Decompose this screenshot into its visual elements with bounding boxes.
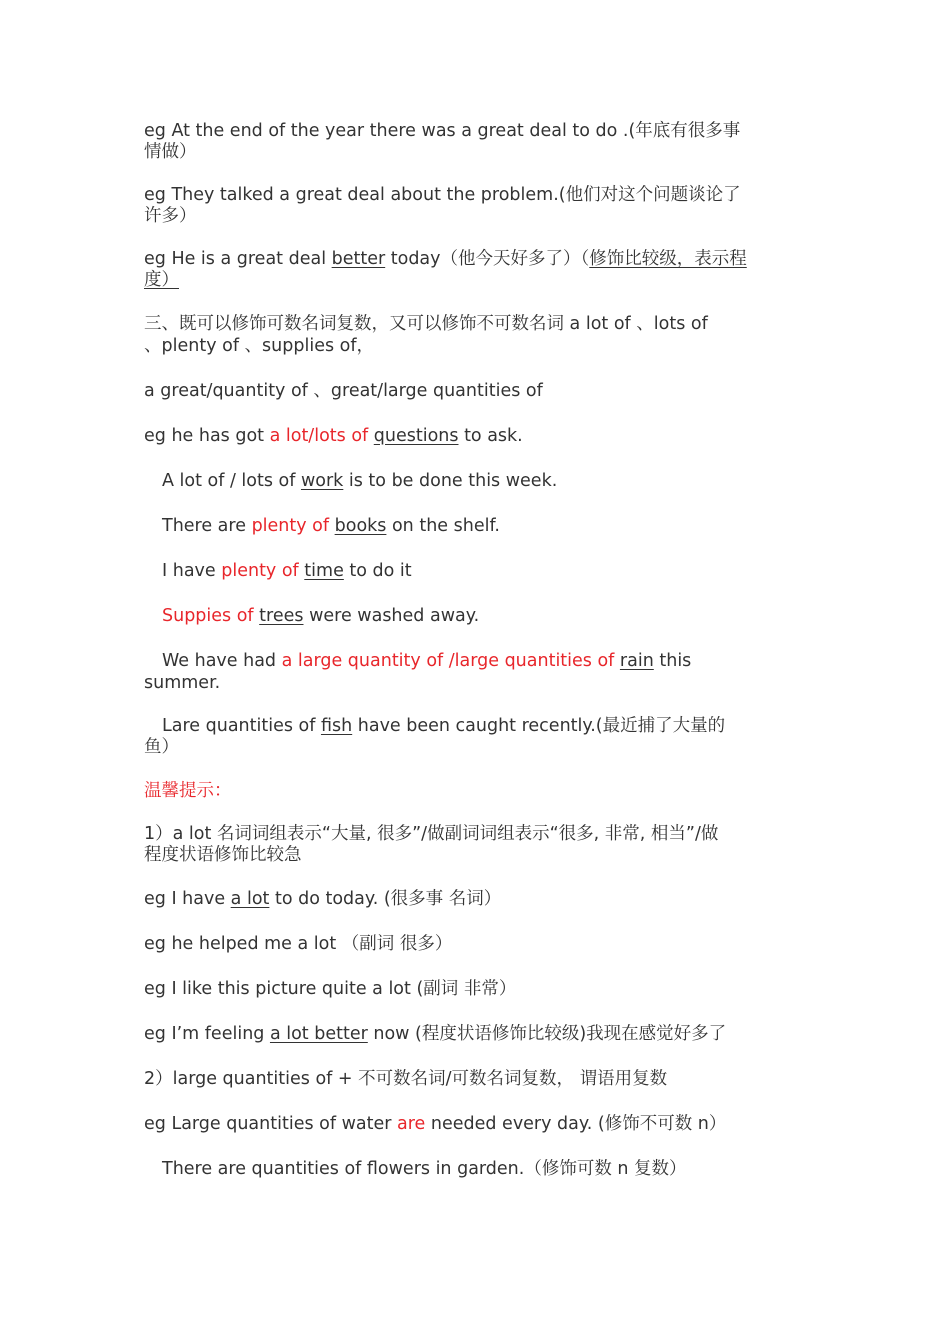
highlighted-phrase: plenty of (251, 516, 330, 536)
underlined-word: better (331, 249, 386, 269)
highlighted-phrase: a large quantity of /large quantities of (281, 651, 615, 671)
text: eg Large quantities of water (144, 1114, 397, 1134)
text-line: 1）a lot 名词词组表示“大量, 很多”/做副词词组表示“很多, 非常, 相当”/做 (144, 824, 719, 844)
text: eg I’m feeling (144, 1024, 270, 1044)
text-line: summer. (144, 673, 221, 693)
text: to do today. (很多事 名词） (269, 889, 502, 909)
text: I have (162, 561, 222, 581)
example-a-lot-noun (144, 888, 810, 910)
underlined-word: time (304, 561, 344, 581)
underlined-word: rain (619, 651, 654, 671)
highlighted-phrase: a lot/lots of (269, 426, 369, 446)
underlined-word: a lot better (269, 1024, 368, 1044)
text: now (程度状语修饰比较级)我现在感觉好多了 (367, 1024, 727, 1044)
paragraph-great-deal-better (144, 249, 810, 291)
text-line: eg At the end of the year there was a great deal to do .(年底有很多事 (144, 121, 741, 141)
text-line: 许多） (144, 206, 197, 226)
text: were washed away. (303, 606, 480, 626)
text-line: 情做） (144, 142, 197, 162)
text-line: 、plenty of 、supplies of， (144, 336, 375, 356)
underlined-word: questions (373, 426, 459, 446)
text: There are (162, 516, 252, 536)
text-line (144, 650, 810, 672)
example-quite-a-lot: eg I like this picture quite a lot (副词 非常） (144, 979, 517, 999)
underlined-word: books (334, 516, 387, 536)
paragraph-quantity-of: a great/quantity of 、great/large quantities of (144, 381, 543, 401)
text-line: 三、既可以修饰可数名词复数，又可以修饰不可数名词 a lot of 、lots of (144, 314, 708, 334)
text: eg He is a great deal (144, 249, 332, 269)
text: to ask. (458, 426, 523, 446)
example-rain (144, 650, 810, 694)
text-line: 程度状语修饰比较急 (144, 845, 302, 865)
text: needed every day. (修饰不可数 n） (425, 1114, 727, 1134)
example-water (144, 1113, 810, 1135)
text: Lare quantities of (162, 716, 321, 736)
text: have been caught recently.(最近捕了大量的 (352, 716, 726, 736)
example-trees (144, 605, 810, 627)
paragraph-great-deal-to-do (144, 121, 810, 163)
underlined-word: a lot (230, 889, 270, 909)
example-books (144, 515, 810, 537)
underlined-note: 度） (144, 270, 179, 290)
text: this (653, 651, 692, 671)
highlighted-phrase: Suppies of (162, 606, 254, 626)
underlined-word: fish (320, 716, 353, 736)
text-line (144, 249, 810, 270)
example-fish (144, 716, 810, 758)
text-line (144, 270, 810, 291)
tip-two: 2）large quantities of + 不可数名词/可数名词复数， 谓语用复数 (144, 1069, 668, 1089)
text: eg I have (144, 889, 231, 909)
example-a-lot-better (144, 1023, 810, 1045)
document-page (144, 121, 810, 1180)
text: today（他今天好多了）（ (385, 249, 590, 269)
example-flowers: There are quantities of flowers in garden.（修饰可数 n 复数） (162, 1159, 687, 1179)
highlighted-phrase: plenty of (221, 561, 299, 581)
text-line (144, 716, 810, 737)
text-line: eg They talked a great deal about the problem.(他们对这个问题谈论了 (144, 185, 741, 205)
paragraph-talked-great-deal (144, 185, 810, 227)
text: We have had (162, 651, 282, 671)
text: A lot of / lots of (162, 471, 301, 491)
underlined-word: work (300, 471, 344, 491)
example-questions (144, 425, 810, 447)
tip-heading: 温馨提示： (144, 781, 232, 801)
tip-one (144, 824, 810, 866)
section-three-heading (144, 313, 810, 357)
example-time (144, 560, 810, 582)
text: is to be done this week. (343, 471, 558, 491)
text: eg he has got (144, 426, 270, 446)
text: to do it (343, 561, 412, 581)
underlined-note: 修饰比较级，表示程 (589, 249, 747, 269)
underlined-word: trees (259, 606, 304, 626)
example-work (144, 470, 810, 492)
text-line: 鱼） (144, 737, 179, 757)
highlighted-word: are (397, 1114, 426, 1134)
text: on the shelf. (386, 516, 500, 536)
example-a-lot-adverb: eg he helped me a lot （副词 很多） (144, 934, 453, 954)
